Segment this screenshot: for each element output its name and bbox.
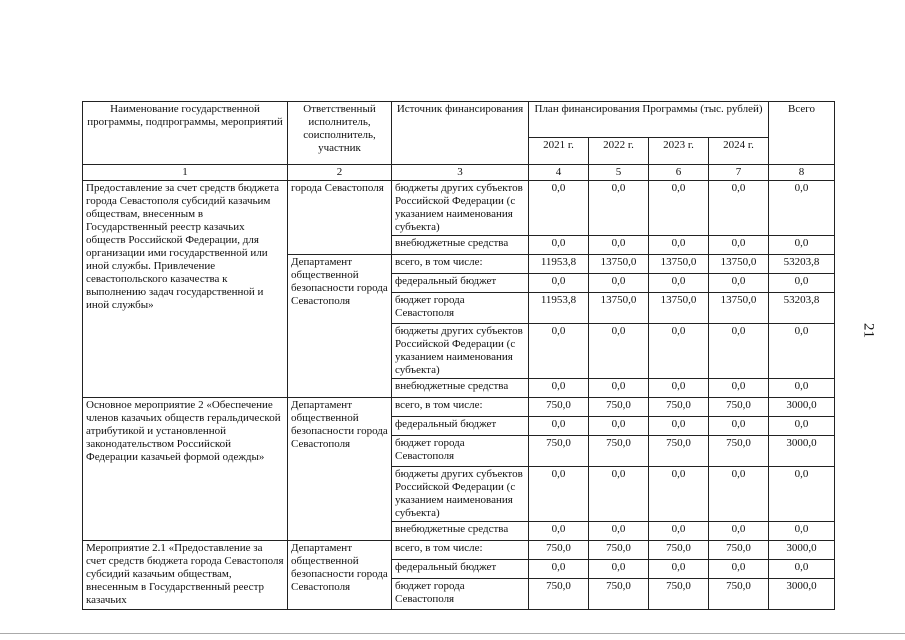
year-value-cell: 750,0: [529, 398, 589, 417]
source-cell: бюджеты других субъектов Российской Федерации (с указанием наименования субъекта): [392, 324, 529, 379]
source-cell: всего, в том числе:: [392, 255, 529, 274]
year-value-cell: 0,0: [649, 467, 709, 522]
year-value-cell: 0,0: [529, 560, 589, 579]
column-numbers-row: [83, 165, 835, 181]
source-cell: всего, в том числе:: [392, 541, 529, 560]
source-cell: бюджеты других субъектов Российской Федерации (с указанием наименования субъекта): [392, 467, 529, 522]
year-value-cell: 750,0: [589, 579, 649, 610]
column-number: 4: [529, 165, 589, 181]
total-value-cell: 0,0: [769, 324, 835, 379]
year-value-cell: 0,0: [649, 181, 709, 236]
year-value-cell: 0,0: [589, 379, 649, 398]
year-value-cell: 0,0: [649, 236, 709, 255]
total-value-cell: 3000,0: [769, 541, 835, 560]
financing-table: [82, 101, 835, 610]
year-value-cell: 11953,8: [529, 255, 589, 274]
year-value-cell: 0,0: [529, 181, 589, 236]
header-executor: Ответственный исполнитель, соисполнитель, участник: [288, 102, 392, 165]
table-row: [83, 541, 835, 560]
total-value-cell: 3000,0: [769, 398, 835, 417]
executor-cell: Департамент общественной безопасности города Севастополя: [288, 255, 392, 398]
table-row: [83, 398, 835, 417]
year-value-cell: 13750,0: [649, 293, 709, 324]
year-value-cell: 0,0: [589, 324, 649, 379]
source-cell: федеральный бюджет: [392, 274, 529, 293]
source-cell: бюджет города Севастополя: [392, 293, 529, 324]
source-cell: бюджет города Севастополя: [392, 436, 529, 467]
year-value-cell: 0,0: [589, 181, 649, 236]
header-year: 2024 г.: [709, 137, 769, 164]
page-number: 21: [860, 323, 877, 338]
year-value-cell: 0,0: [649, 560, 709, 579]
total-value-cell: 3000,0: [769, 436, 835, 467]
year-value-cell: 750,0: [709, 398, 769, 417]
bottom-edge-line: [0, 633, 905, 634]
year-value-cell: 13750,0: [709, 255, 769, 274]
year-value-cell: 0,0: [649, 522, 709, 541]
year-value-cell: 750,0: [589, 541, 649, 560]
year-value-cell: 0,0: [529, 274, 589, 293]
source-cell: федеральный бюджет: [392, 560, 529, 579]
year-value-cell: 0,0: [529, 417, 589, 436]
year-value-cell: 750,0: [709, 579, 769, 610]
header-plan: План финансирования Программы (тыс. рублей): [529, 102, 769, 138]
total-value-cell: 0,0: [769, 560, 835, 579]
year-value-cell: 750,0: [649, 398, 709, 417]
header-year: 2023 г.: [649, 137, 709, 164]
year-value-cell: 0,0: [649, 274, 709, 293]
total-value-cell: 0,0: [769, 379, 835, 398]
year-value-cell: 750,0: [709, 436, 769, 467]
executor-cell: города Севастополя: [288, 181, 392, 255]
column-number: 3: [392, 165, 529, 181]
header-name: Наименование государственной программы, подпрограммы, мероприятий: [83, 102, 288, 165]
year-value-cell: 0,0: [709, 181, 769, 236]
program-name-cell: Основное мероприятие 2 «Обеспечение членов казачьих обществ геральдической атрибутикой и установленной законодательством Российской Федерации казачьей формой одежды»: [83, 398, 288, 541]
header-total: Всего: [769, 102, 835, 165]
year-value-cell: 13750,0: [649, 255, 709, 274]
year-value-cell: 750,0: [649, 436, 709, 467]
total-value-cell: 0,0: [769, 274, 835, 293]
year-value-cell: 0,0: [709, 274, 769, 293]
total-value-cell: 3000,0: [769, 579, 835, 610]
year-value-cell: 0,0: [709, 417, 769, 436]
executor-cell: Департамент общественной безопасности города Севастополя: [288, 398, 392, 541]
year-value-cell: 750,0: [649, 541, 709, 560]
year-value-cell: 0,0: [589, 274, 649, 293]
year-value-cell: 0,0: [709, 560, 769, 579]
year-value-cell: 0,0: [529, 236, 589, 255]
source-cell: бюджеты других субъектов Российской Федерации (с указанием наименования субъекта): [392, 181, 529, 236]
year-value-cell: 13750,0: [589, 293, 649, 324]
program-name-cell: Предоставление за счет средств бюджета города Севастополя субсидий казачьим обществам, внесенным в Государственный реестр казачьих обществ Российской Федерации, для организации ими государственной или иной службы. Привлечение севастопольского казачества к выполнению задач государственной и иной службы»: [83, 181, 288, 398]
year-value-cell: 0,0: [709, 236, 769, 255]
year-value-cell: 750,0: [529, 541, 589, 560]
total-value-cell: 0,0: [769, 417, 835, 436]
table-row: [83, 181, 835, 236]
year-value-cell: 750,0: [529, 436, 589, 467]
year-value-cell: 0,0: [529, 467, 589, 522]
year-value-cell: 0,0: [589, 560, 649, 579]
source-cell: внебюджетные средства: [392, 379, 529, 398]
year-value-cell: 0,0: [589, 522, 649, 541]
year-value-cell: 0,0: [589, 467, 649, 522]
source-cell: внебюджетные средства: [392, 236, 529, 255]
year-value-cell: 0,0: [529, 522, 589, 541]
year-value-cell: 0,0: [649, 417, 709, 436]
column-number: 8: [769, 165, 835, 181]
column-number: 7: [709, 165, 769, 181]
year-value-cell: 0,0: [529, 324, 589, 379]
source-cell: внебюджетные средства: [392, 522, 529, 541]
header-year: 2021 г.: [529, 137, 589, 164]
year-value-cell: 750,0: [589, 436, 649, 467]
year-value-cell: 0,0: [709, 522, 769, 541]
year-value-cell: 11953,8: [529, 293, 589, 324]
year-value-cell: 750,0: [589, 398, 649, 417]
total-value-cell: 53203,8: [769, 255, 835, 274]
source-cell: федеральный бюджет: [392, 417, 529, 436]
total-value-cell: 0,0: [769, 522, 835, 541]
column-number: 2: [288, 165, 392, 181]
source-cell: бюджет города Севастополя: [392, 579, 529, 610]
year-value-cell: 0,0: [649, 324, 709, 379]
year-value-cell: 0,0: [589, 236, 649, 255]
column-number: 6: [649, 165, 709, 181]
year-value-cell: 0,0: [589, 417, 649, 436]
source-cell: всего, в том числе:: [392, 398, 529, 417]
year-value-cell: 750,0: [649, 579, 709, 610]
header-year: 2022 г.: [589, 137, 649, 164]
program-name-cell: Мероприятие 2.1 «Предоставление за счет средств бюджета города Севастополя субсидий казачьим обществам, внесенным в Государственный реестр казачьих: [83, 541, 288, 610]
column-number: 5: [589, 165, 649, 181]
year-value-cell: 750,0: [529, 579, 589, 610]
header-source: Источник финансирования: [392, 102, 529, 165]
column-number: 1: [83, 165, 288, 181]
header-row: [83, 102, 835, 138]
total-value-cell: 0,0: [769, 236, 835, 255]
year-value-cell: 750,0: [709, 541, 769, 560]
total-value-cell: 0,0: [769, 181, 835, 236]
year-value-cell: 13750,0: [709, 293, 769, 324]
executor-cell: Департамент общественной безопасности города Севастополя: [288, 541, 392, 610]
total-value-cell: 0,0: [769, 467, 835, 522]
year-value-cell: 13750,0: [589, 255, 649, 274]
year-value-cell: 0,0: [529, 379, 589, 398]
year-value-cell: 0,0: [649, 379, 709, 398]
total-value-cell: 53203,8: [769, 293, 835, 324]
year-value-cell: 0,0: [709, 467, 769, 522]
year-value-cell: 0,0: [709, 324, 769, 379]
year-value-cell: 0,0: [709, 379, 769, 398]
